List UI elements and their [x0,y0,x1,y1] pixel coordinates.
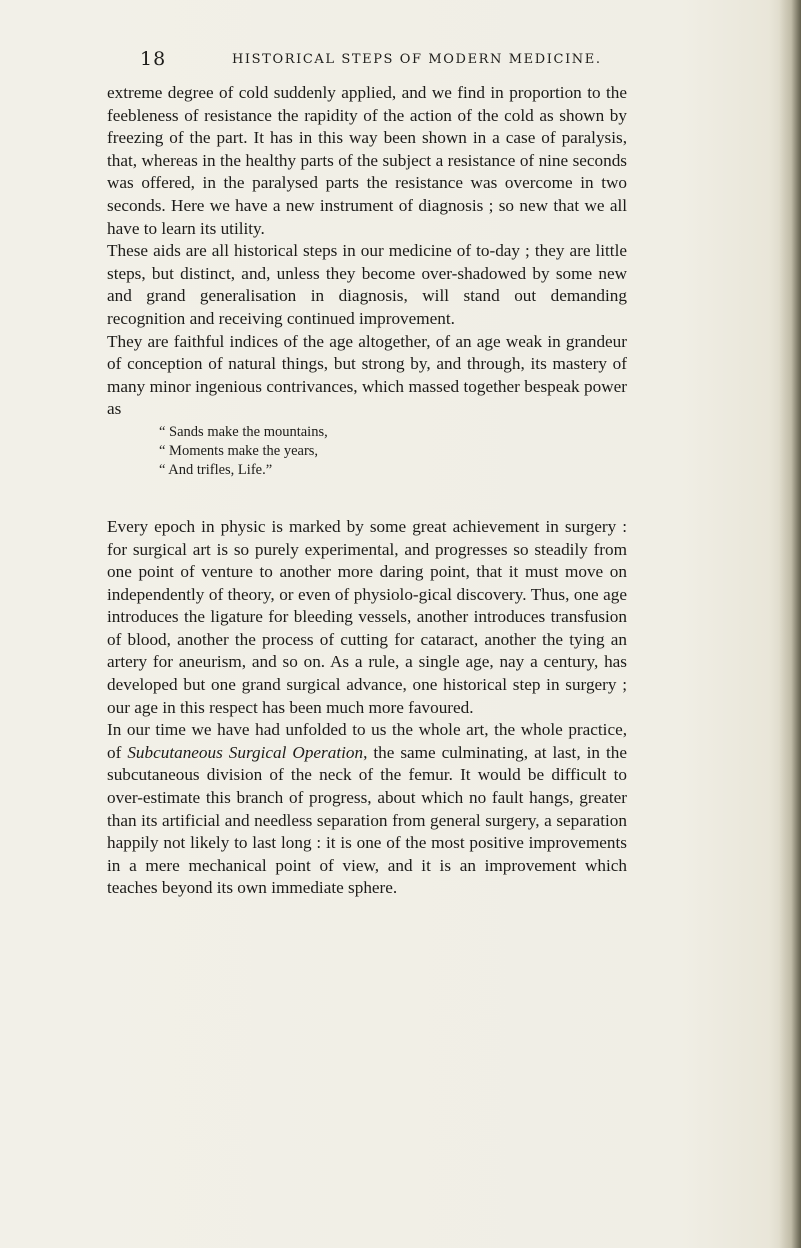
page-number: 18 [140,48,167,70]
paragraph: extreme degree of cold suddenly applied, and we find in proportion to the feebleness of resistance the rapidity of the action of the cold as shown by freezing of the part. It has in this way been shown in a case of paralysis, that, whereas in the healthy parts of the subject a resistance of nine seconds was offered, in the paralysed parts the resistance was overcome in two seconds. Here we have a new instrument of diagnosis ; so new that we all have to learn its utility. [107,83,627,238]
section-gap [107,480,627,516]
paragraph-text: In our time we have had unfolded to us the whole art, the whole practice, of [107,720,627,762]
verse-quote [159,423,627,480]
body-text [107,82,627,900]
paragraph [107,719,627,900]
page-edge-shadow [779,0,801,1248]
quote-line: “ Sands make the mountains, [159,423,328,440]
paragraph: They are faithful indices of the age altogether, of an age weak in grandeur of conception of natural things, but strong by, and through, its mastery of many minor ingenious contrivances, which massed together bespeak power as [107,331,627,419]
quote-line: “ And trifles, Life.” [159,461,273,478]
paragraph: Every epoch in physic is marked by some great achievement in surgery : for surgical art is so purely experimental, and progresses so steadily from one point of venture to another more daring point, that it must move on independently of theory, or even of physiolo-gical discovery. Thus, one age introduces the ligature for bleeding vessels, another introduces transfusion of blood, another the process of cutting for cataract, another the tying an artery for aneurism, and so on. As a rule, a single age, nay a century, has developed but one grand surgical advance, one historical step in surgery ; our age in this respect has been much more favoured. [107,516,627,717]
paragraph: These aids are all historical steps in our medicine of to-day ; they are little steps, but distinct, and, unless they become over-shadowed by some new and grand generalisation in diagnosis, will stand out demanding recognition and receiving continued improvement. [107,241,627,328]
paragraph-text: , the same culminating, at last, in the subcutaneous division of the neck of the femur. It would be difficult to over-estimate this branch of progress, about which no fault hangs, greater than its artificial and needless separation from general surgery, a separation happily not likely to last long : it is one of the most positive improvements in a mere mechanical point of view, and it is an improvement which teaches beyond its own immediate sphere. [107,742,627,898]
quote-line: “ Moments make the years, [159,442,319,459]
page-header [0,48,801,78]
running-head: HISTORICAL STEPS OF MODERN MEDICINE. [232,52,602,67]
italic-title: Subcutaneous Surgical Operation [127,742,364,762]
